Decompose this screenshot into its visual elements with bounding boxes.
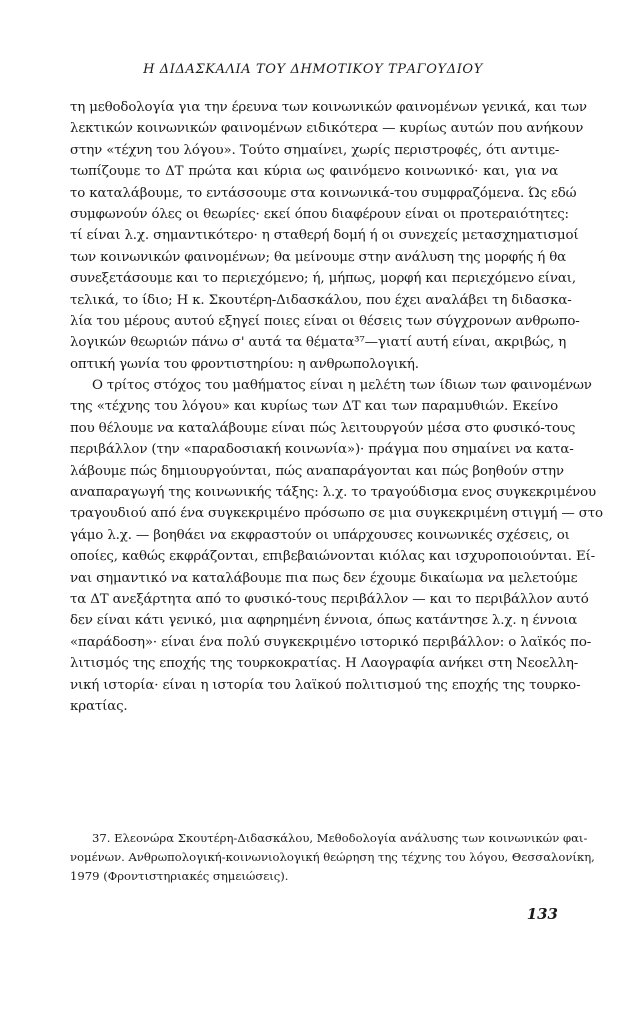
text-line: κρατίας. <box>70 698 128 714</box>
text-line: των κοινωνικών φαινομένων; θα μείνουμε στην ανάλυση της μορφής ή θα <box>70 249 567 265</box>
text-line: οπτική γωνία του φροντιστηρίου: η ανθρωπολογική. <box>70 356 419 372</box>
footnote-37 <box>70 829 595 885</box>
text-line: λία του μέρους αυτού εξηγεί ποιες είναι οι θέσεις των σύγχρονων ανθρωπο- <box>70 313 580 329</box>
text-line: τωπίζουμε το ΔΤ πρώτα και κύρια ως φαινόμενο κοινωνικό· και, για να <box>70 164 558 180</box>
paragraph-2 <box>70 375 603 717</box>
text-line: οποίες, καθώς εκφράζονται, επιβεβαιώνονται κιόλας και ισχυροποιούνται. Εί- <box>70 549 596 565</box>
text-line: δεν είναι κάτι γενικό, μια αφηρημένη έννοια, όπως κατάντησε λ.χ. η έννοια <box>70 613 578 629</box>
text-line: συμφωνούν όλες οι θεωρίες· εκεί όπου διαφέρουν είναι οι προτεραιότητες: <box>70 206 569 222</box>
text-line: λάβουμε πώς δημιουργούνται, πώς αναπαράγονται και πώς βοηθούν στην <box>70 463 564 479</box>
text-line: λεκτικών κοινωνικών φαινομένων ειδικότερα — κυρίως αυτών που ανήκουν <box>70 121 584 137</box>
text-line: ναι σημαντικό να καταλάβουμε πια πως δεν έχουμε δικαίωμα να μελετούμε <box>70 570 578 586</box>
text-line: τί είναι λ.χ. σημαντικότερο· η σταθερή δομή ή οι συνεχείς μετασχηματισμοί <box>70 228 579 244</box>
text-line: τη μεθοδολογία για την έρευνα των κοινωνικών φαινομένων γενικά, και των <box>70 100 587 115</box>
paragraph-1 <box>70 97 587 375</box>
running-head: Η ΔΙΔΑΣΚΑΛΙΑ ΤΟΥ ΔΗΜΟΤΙΚΟΥ ΤΡΑΓΟΥΔΙΟΥ <box>143 62 483 77</box>
text-line: στην «τέχνη του λόγου». Τούτο σημαίνει, χωρίς περιστροφές, ότι αντιμε- <box>70 142 560 158</box>
footnote-line: νομένων. Ανθρωπολογική-κοινωνιολογική θεώρηση της τέχνης του λόγου, Θεσσαλονίκη, <box>70 849 595 864</box>
text-line: λογικών θεωριών πάνω σ' αυτά τα θέματα³⁷—γιατί αυτή είναι, ακριβώς, η <box>70 335 567 351</box>
text-line: το καταλάβουμε, το εντάσσουμε στα κοινωνικά-του συμφραζόμενα. Ώς εδώ <box>70 185 577 201</box>
footnote-line: 1979 (Φροντιστηριακές σημειώσεις). <box>70 868 289 883</box>
text-line: νική ιστορία· είναι η ιστορία του λαϊκού πολιτισμού της εποχής της τουρκο- <box>70 677 581 693</box>
text-line: που θέλουμε να καταλάβουμε είναι πώς λειτουργούν μέσα στο φυσικό-τους <box>70 420 576 436</box>
text-line: Ο τρίτος στόχος του μαθήματος είναι η μελέτη των ίδιων των φαινομένων <box>92 378 592 394</box>
text-line: περιβάλλον (την «παραδοσιακή κοινωνία»)· πράγμα που σημαίνει να κατα- <box>70 442 574 458</box>
text-line: «παράδοση»· είναι ένα πολύ συγκεκριμένο ιστορικό περιβάλλον: ο λαϊκός πο- <box>70 634 592 650</box>
text-line: τα ΔΤ ανεξάρτητα από το φυσικό-τους περιβάλλον — και το περιβάλλον αυτό <box>70 591 589 607</box>
text-line: τελικά, το ίδιο; Η κ. Σκουτέρη-Διδασκάλου, που έχει αναλάβει τη διδασκα- <box>70 292 572 308</box>
text-line: τραγουδιού από ένα συγκεκριμένο πρόσωπο σε μια συγκεκριμένη στιγμή — στο <box>70 506 603 522</box>
page-number: 133 <box>526 905 558 923</box>
text-line: αναπαραγωγή της κοινωνικής τάξης: λ.χ. το τραγούδισμα ενος συγκεκριμένου <box>70 485 597 501</box>
main-text <box>70 97 603 717</box>
footnote-line: 37. Ελεονώρα Σκουτέρη-Διδασκάλου, Μεθοδολογία ανάλυσης των κοινωνικών φαι- <box>92 831 588 845</box>
text-line: συνεξετάσουμε και το περιεχόμενο; ή, μήπως, μορφή και περιεχόμενο είναι, <box>70 271 576 287</box>
text-line: γάμο λ.χ. — βοηθάει να εκφραστούν οι υπάρχουσες κοινωνικές σχέσεις, οι <box>70 527 570 543</box>
text-line: λιτισμός της εποχής της τουρκοκρατίας. Η Λαογραφία ανήκει στη Νεοελλη- <box>70 656 579 672</box>
text-line: της «τέχνης του λόγου» και κυρίως των ΔΤ και των παραμυθιών. Εκείνο <box>70 399 558 415</box>
